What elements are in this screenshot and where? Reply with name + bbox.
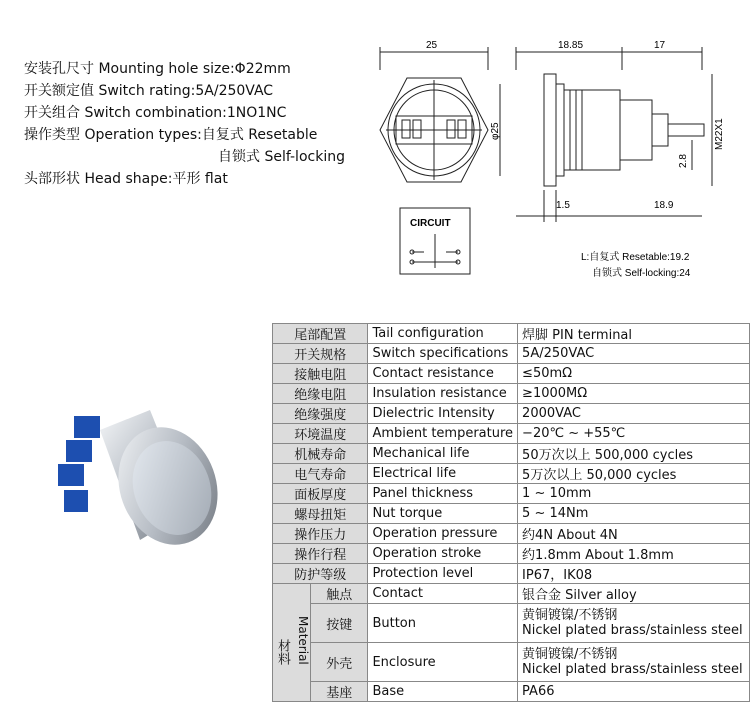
table-row	[273, 424, 750, 444]
table-row	[273, 584, 750, 604]
table-cell-en: Operation pressure	[368, 524, 518, 544]
table-row	[273, 544, 750, 564]
table-cell-value: 5万次以上 50,000 cycles	[518, 464, 750, 484]
spec-line-head-shape: 头部形状 Head shape:平形 flat	[24, 171, 228, 187]
table-cell-en: Contact resistance	[368, 364, 518, 384]
material-cell-en: Contact	[368, 584, 518, 604]
dim-28: 2.8	[678, 154, 689, 168]
table-row	[273, 464, 750, 484]
material-cell-cn: 触点	[311, 584, 368, 604]
table-cell-cn: 机械寿命	[273, 444, 368, 464]
table-cell-value: ≤50mΩ	[518, 364, 750, 384]
table-row	[273, 404, 750, 424]
table-cell-cn: 操作行程	[273, 544, 368, 564]
spec-line-rating: 开关额定值 Switch rating:5A/250VAC	[24, 83, 274, 99]
table-row	[273, 524, 750, 544]
length-self-locking: 自锁式 Self-locking:24	[592, 268, 691, 279]
table-row	[273, 444, 750, 464]
push-button-switch-image	[40, 390, 240, 570]
material-value-en: Nickel plated brass/stainless steel	[522, 623, 743, 638]
spec-table	[272, 323, 750, 702]
table-cell-value: 5 ~ 14Nm	[518, 504, 750, 524]
table-cell-value: −20℃ ~ +55℃	[518, 424, 750, 444]
table-cell-value: IP67，IK08	[518, 564, 750, 584]
material-cell-cn: 外壳	[311, 643, 368, 682]
table-cell-value: ≥1000MΩ	[518, 384, 750, 404]
material-cell-value: 银合金 Silver alloy	[518, 584, 750, 604]
table-cell-value: 5A/250VAC	[518, 344, 750, 364]
table-cell-cn: 面板厚度	[273, 484, 368, 504]
table-cell-en: Dielectric Intensity	[368, 404, 518, 424]
table-cell-en: Panel thickness	[368, 484, 518, 504]
table-row	[273, 564, 750, 584]
material-label-en: Material	[296, 616, 311, 665]
table-cell-en: Tail configuration	[368, 324, 518, 344]
table-cell-en: Insulation resistance	[368, 384, 518, 404]
material-value-en: Nickel plated brass/stainless steel	[522, 662, 743, 677]
spec-line-operation: 操作类型 Operation types:自复式 Resetable	[24, 127, 318, 143]
material-value-cn: 黄铜镀镍/不锈钢	[522, 608, 618, 623]
material-cell-value	[518, 604, 750, 643]
dim-25: 25	[426, 40, 438, 51]
table-cell-cn: 电气寿命	[273, 464, 368, 484]
table-cell-en: Ambient temperature	[368, 424, 518, 444]
table-row	[273, 344, 750, 364]
table-cell-cn: 开关规格	[273, 344, 368, 364]
table-row	[273, 324, 750, 344]
dim-1885: 18.85	[558, 40, 584, 51]
dim-189: 18.9	[654, 200, 674, 211]
table-cell-value: 1 ~ 10mm	[518, 484, 750, 504]
table-cell-cn: 接触电阻	[273, 364, 368, 384]
spec-line-self-locking: 自锁式 Self-locking	[218, 149, 345, 165]
table-cell-value: 50万次以上 500,000 cycles	[518, 444, 750, 464]
material-cell-value	[518, 643, 750, 682]
spec-line-combination: 开关组合 Switch combination:1NO1NC	[24, 105, 287, 121]
table-cell-cn: 绝缘强度	[273, 404, 368, 424]
technical-drawing	[360, 30, 740, 290]
table-row	[273, 384, 750, 404]
table-cell-cn: 螺母扭矩	[273, 504, 368, 524]
table-cell-en: Electrical life	[368, 464, 518, 484]
table-row	[273, 484, 750, 504]
table-cell-en: Mechanical life	[368, 444, 518, 464]
table-cell-value: 约1.8mm About 1.8mm	[518, 544, 750, 564]
table-cell-cn: 尾部配置	[273, 324, 368, 344]
dim-15: 1.5	[556, 200, 570, 211]
table-cell-en: Protection level	[368, 564, 518, 584]
table-row	[273, 364, 750, 384]
material-cell-cn: 基座	[311, 682, 368, 702]
table-cell-en: Switch specifications	[368, 344, 518, 364]
material-cell-en: Base	[368, 682, 518, 702]
spec-summary	[24, 58, 345, 190]
table-cell-cn: 绝缘电阻	[273, 384, 368, 404]
table-row	[273, 682, 750, 702]
material-label	[273, 584, 311, 702]
table-row	[273, 504, 750, 524]
spec-line-hole-size: 安装孔尺寸 Mounting hole size:Φ22mm	[24, 61, 291, 77]
length-resetable: L:自复式 Resetable:19.2	[581, 252, 690, 263]
material-cell-en: Enclosure	[368, 643, 518, 682]
table-cell-value: 约4N About 4N	[518, 524, 750, 544]
dim-17: 17	[654, 40, 666, 51]
table-cell-en: Nut torque	[368, 504, 518, 524]
table-row	[273, 604, 750, 643]
table-cell-en: Operation stroke	[368, 544, 518, 564]
material-cell-cn: 按键	[311, 604, 368, 643]
material-cell-en: Button	[368, 604, 518, 643]
material-cell-value: PA66	[518, 682, 750, 702]
table-cell-cn: 操作压力	[273, 524, 368, 544]
dim-phi25: φ25	[490, 122, 501, 140]
table-cell-cn: 环境温度	[273, 424, 368, 444]
table-cell-value: 2000VAC	[518, 404, 750, 424]
material-value-cn: 黄铜镀镍/不锈钢	[522, 647, 618, 662]
table-cell-cn: 防护等级	[273, 564, 368, 584]
circuit-label: CIRCUIT	[410, 218, 451, 229]
material-label-cn: 材料	[275, 638, 290, 665]
dim-m22: M22X1	[714, 118, 725, 150]
table-row	[273, 643, 750, 682]
table-cell-value: 焊脚 PIN terminal	[518, 324, 750, 344]
